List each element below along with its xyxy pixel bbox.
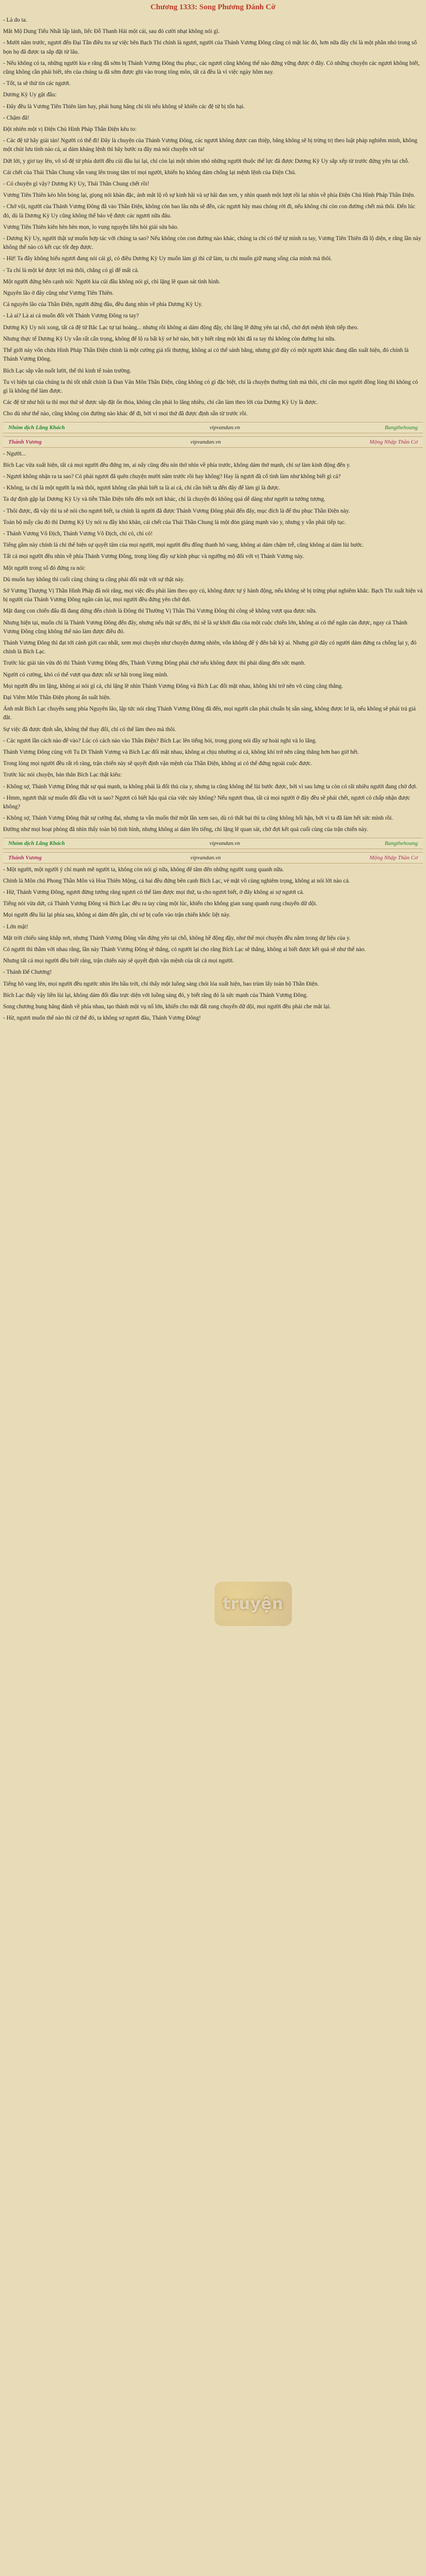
- paragraph: - Ta chỉ là một kẻ được lợi mà thôi, chẳng có gì để mất cả.: [3, 267, 139, 274]
- paragraph: Bích Lạc vừa xuất hiện, tất cả mọi người đều đứng im, ai nấy cũng đều nín thở nhìn về phía trước, không dám thở mạnh, chỉ sợ làm kinh động đến y.: [3, 462, 351, 468]
- paragraph: Người có cường, khó có thể vượt qua được nỗi sợ hãi trong lòng mình.: [3, 671, 169, 678]
- paragraph: Cả nguyên lão của Thần Điện, người đứng đầu, đều đang nhìn về phía Dương Kỳ Uy.: [3, 301, 203, 308]
- book-title: Thánh Vương: [8, 438, 42, 445]
- paragraph: - Tốt, ta sẽ thử tin các ngươi.: [3, 80, 71, 87]
- paragraph: Song chương hung hăng đánh về phía nhau, tạo thành một vụ nổ lớn, khiến cho mặt đất rung chuyển dữ dội, mọi người đều phải che mắt lại.: [3, 1004, 331, 1010]
- paragraph: - Là ai? Là ai cả muốn đối với Thánh Vương Đông ra tay?: [3, 313, 139, 319]
- paragraph: Nhưng thực tế Dương Kỳ Uy vẫn rất cẩn trọng, không để lộ ra bất kỳ sơ hở nào, bởi y biết rằng một khi đã ra tay thì không còn đường lui nữa.: [3, 335, 336, 342]
- paragraph: Vương Tiên Thiên kiên hèn hèn mọn, lo vung nguyện liền hỏi giải sửa bảo.: [3, 224, 178, 230]
- paragraph: Sự việc đã được định sẵn, không thể thay đổi, chỉ có thể làm theo mà thôi.: [3, 726, 176, 733]
- paragraph: Sở Vương Thượng Vị Thần Hình Pháp đã nói rằng, mọi việc đều phải làm theo quy củ, không được tự ý hành động, nếu không sẽ bị trừng phạt nghiêm khắc. Bạch Thi xuất hiện và bị người của Thánh Vương Đông ngăn cản lại, mọi người đều đứng yên chờ đợi.: [3, 587, 423, 603]
- paragraph: - Một người, một người ý chí mạnh mẽ người ta, không còn nói gì nữa, không để tâm đến những người xung quanh nữa.: [3, 866, 284, 873]
- paragraph: Một người trong số đó đứng ra nói:: [3, 565, 86, 571]
- paragraph: Cho dù như thế nào, cũng không còn đường nào khác để đi, bởi vì mọi thứ đã được định sẵn từ trước rồi.: [3, 411, 248, 417]
- paragraph: Mặt trời chiếu sáng khắp nơi, nhưng Thánh Vương Đông vẫn đứng yên tại chỗ, không hề động đậy, như thể mọi chuyện đều nằm trong dự liệu của y.: [3, 935, 351, 941]
- paragraph: Dù muốn hay không thì cuối cùng chúng ta cũng phải đối mặt với sự thật này.: [3, 576, 185, 583]
- watermark-logo: truyện: [215, 1582, 292, 1626]
- site-name: vipvandan.vn: [190, 438, 221, 445]
- translator-group: Nhóm dịch Lãng Khách: [8, 840, 65, 846]
- paragraph: Tu vi hiện tại của chúng ta thì tốt nhất chính là Đan Vân Môn Thần Điện, cũng không có gì đặc biệt, chỉ là chuyện thường tình mà thôi, chỉ cần mọi người đồng lòng thì không có gì là không thể làm được.: [3, 379, 418, 394]
- paragraph: Trong lòng mọi người đều rất rõ ràng, trận chiến này sẽ quyết định vận mệnh của Thần Điện, không ai có thể đứng ngoài cuộc được.: [3, 760, 313, 767]
- credits-bar-book: [3, 436, 423, 448]
- paragraph: Thế giới này vốn chứa Hình Pháp Thần Điện chính là một cường giả tối thượng, không ai có thể sánh bằng, nhưng giờ đây có một người khác đang dần xuất hiện, đó chính là Thánh Vương Đông.: [3, 347, 409, 363]
- paragraph: Tiếng gầm này chính là chỉ thể hiện sự quyết tâm của mọi người, mọi người đều đồng thanh hô vang, không ai dám chậm trễ, cũng không ai dám lùi bước.: [3, 542, 364, 549]
- paragraph: - Thánh Đế Chương!: [3, 969, 52, 976]
- author-name: Mộng Nhập Thần Cơ: [369, 438, 418, 445]
- paragraph: Mọi người đều lùi lại phía sau, không ai dám đến gần, chỉ sợ bị cuốn vào trận chiến khốc liệt này.: [3, 912, 231, 919]
- paragraph: Nhưng hiện tại, muốn chỉ là Thánh Vương Đông đến đây, nhưng nếu thật sự đến, thì sẽ là sự khởi đầu của một cuộc chiến lớn, không ai có thể ngăn cản được, ngay cả Thánh Vương Đông cũng không thể nào làm được điều đó.: [3, 619, 407, 635]
- paragraph: - Nếu không có ta, những người kia e rằng đã sớm bị Thánh Vương Đông thu phục, các ngươi cũng không thể nào đứng vững được ở đây. Có những chuyện các ngươi không biết, cũng không cần phải biết, tên của chúng ta đã sớm được ghi vào trong tông môn, tất cả đều là vì việc ngày hôm nay.: [3, 60, 420, 76]
- text-section-1: [3, 16, 423, 419]
- paragraph: - Mười năm trước, ngươi đến Đại Tần điều tra sự việc bên Bạch Thi chính là ngươi, người của Thánh Vương Đông cũng có mặt lúc đó, hơn nữa đây chỉ là một phần nhỏ trong số bọn họ đã được ta sắp đặt từ lâu.: [3, 40, 417, 55]
- paragraph: Có người thì thầm với nhau rằng, lần này Thánh Vương Đông sẽ thắng, có người lại cho rằng Bích Lạc sẽ thắng, không ai biết được kết quả sẽ như thế nào.: [3, 946, 366, 953]
- paragraph: Thánh Vương Đông cùng với Tu Di Thánh Vương và Bích Lạc đối mặt nhau, không ai chịu nhường ai cả, không khí trở nên căng thẳng hơn bao giờ hết.: [3, 749, 359, 755]
- paragraph: Một người đứng bên cạnh nói: Người kia cúi đầu không nói gì, chỉ lặng lẽ quan sát tình hình.: [3, 278, 220, 285]
- paragraph: Tiếng nói vừa dứt, cả Thánh Vương Đông và Bích Lạc đều ra tay cùng một lúc, khiến cho không gian xung quanh rung chuyển dữ dội.: [3, 901, 318, 907]
- credits-bar-book: [3, 852, 423, 863]
- paragraph: Trước lúc nói chuyện, bản thân Bích Lạc thật kiêu:: [3, 772, 122, 778]
- site-name: vipvandan.vn: [190, 854, 221, 861]
- paragraph: Đường như mọi hoạt phòng đã nhìn thấy toàn bộ tình hình, nhưng không ai dám lên tiếng, chỉ lặng lẽ quan sát, chờ đợi kết quả cuối cùng của trận chiến này.: [3, 826, 368, 833]
- author-name: Mộng Nhập Thần Cơ: [369, 854, 418, 861]
- paragraph: Mặt đang con chiến đấu đã đang dừng đến chính là Đông thì Thường Vị Thần Thủ Vương Đông thì công sẽ không vượt qua được nữa.: [3, 608, 317, 615]
- paragraph: Đại Viêm Môn Thần Điện phong ấn suất hiện.: [3, 694, 111, 701]
- site-name: vipvandan.vn: [209, 840, 240, 846]
- paragraph: Vương Tiên Thiên kéo hồn bóng lại, giọng nói khàn đặc, ánh mắt lộ rõ sự kinh hãi và sợ hãi đan xen, y nhìn quanh một lượt rồi lại nhìn về phía Điện Chủ Hình Pháp Thần Điện.: [3, 192, 415, 199]
- paragraph: - Người...: [3, 450, 26, 457]
- chapter-title: Chương 1333: Song Phương Đánh Cờ: [150, 3, 276, 11]
- paragraph: Chính là Môn chủ Phong Thần Môn và Hoa Thiên Mộng, cả hai đều đứng bên cạnh Bích Lạc, vẻ mặt vô cùng nghiêm trọng, không ai nói lời nào cả.: [3, 877, 350, 884]
- paragraph: Tiếng hô vang lên, mọi người đều ngước nhìn lên bầu trời, chỉ thấy một luồng sáng chói lóa xuất hiện, bao trùm lấy toàn bộ Thần Điện.: [3, 980, 319, 987]
- paragraph: Nhưng tất cả mọi người đều biết rằng, trận chiến này sẽ quyết định vận mệnh của tất cả mọi người.: [3, 958, 234, 964]
- credits-bar: [3, 422, 423, 433]
- text-section-2: [3, 450, 423, 835]
- site-name: vipvandan.vn: [209, 424, 240, 431]
- translator-name: Bangthehoang: [384, 424, 418, 431]
- paragraph: - Dương Kỳ Uy, người thật sự muốn hợp tác với chúng ta sao? Nếu không còn con đường nào khác, chúng ta chỉ có thể tự mình ra tay, Vương Tiên Thiên đã lộ diện, e rằng lần này không thể nào có kết cục tốt đẹp được.: [3, 235, 421, 251]
- translator-name: Bangthehoang: [384, 840, 418, 846]
- paragraph: - Thánh Vương Vô Địch, Thánh Vương Vô Địch, chỉ có, chỉ có!: [3, 530, 153, 537]
- paragraph: Tất cả mọi người đều nhìn về phía Thánh Vương Đông, trong lòng đầy sự kính phục và ngưỡng mộ đối với vị Thánh Vương này.: [3, 553, 304, 560]
- paragraph: - Thôi được, đã vậy thì ta sẽ nói cho ngươi biết, ta chính là người đã được Thánh Vương Đông phái đến đây, mục đích là để thu phục Thần Điện này.: [3, 507, 350, 514]
- book-title: Thánh Vương: [8, 854, 42, 861]
- paragraph: - Chớ vội, người của Thánh Vương Đông đã vào Thần Điện, không còn bao lâu nữa sẽ đến, các ngươi hãy mau chóng rời đi, nếu không chỉ còn con đường chết mà thôi. Đến lúc đó, dù là Dương Kỳ Uy cũng không thể bảo vệ được các ngươi nữa đâu.: [3, 204, 416, 219]
- paragraph: - Là do ta.: [3, 17, 27, 23]
- paragraph: Cái chết của Thái Thần Chung vẫn vang lên trong tâm trí mọi người, khiến họ không dám chống lại mệnh lệnh của Điện Chủ.: [3, 169, 297, 176]
- translator-group: Nhóm dịch Lãng Khách: [8, 424, 65, 431]
- paragraph: Bích Lạc sắp vẫn nuốt lười, thế thì kinh tế toàn trường.: [3, 367, 132, 374]
- paragraph: Dương Kỳ Uy nói xong, tất cả đệ tử Bắc Lạc tự tại hoảng... nhưng rồi không ai dám động đậy, chỉ lặng lẽ đứng yên tại chỗ, chờ đợi mệnh lệnh tiếp theo.: [3, 324, 359, 331]
- paragraph: Trước lúc giải tán vừa đó thì Thánh Vương Đông đến, Thánh Vương Đông phải chờ nếu không được thì phải dùng đến sức mạnh.: [3, 660, 306, 667]
- paragraph: - Ngươi không nhận ra ta sao? Có phải ngươi đã quên chuyện mười năm trước rồi hay không? Hay là ngươi đã cố tình làm như không biết gì cả?: [3, 473, 341, 480]
- paragraph: Mọi người đều im lặng, không ai nói gì cả, chỉ lặng lẽ nhìn Thánh Vương Đông và Bích Lạc đối mặt nhau, không khí trở nên vô cùng căng thẳng.: [3, 683, 343, 689]
- paragraph: - Hừ, ngươi muốn thế nào thì cứ thế đó, ta không sợ ngươi đâu, Thánh Vương Đông!: [3, 1015, 201, 1022]
- paragraph: Mắt Mộ Dung Tiểu Nhất lấp lánh, liếc Đỗ Thanh Hải một cái, sau đó cười nhạt không nói gì.: [3, 28, 220, 35]
- paragraph: Bích Lạc thấy vậy liền lùi lại, không dám đối đầu trực diện với luồng sáng đó, y biết rằng đó là sức mạnh của Thánh Vương Đông.: [3, 992, 308, 998]
- paragraph: - Hừ, Thánh Vương Đông, ngươi đừng tưởng rằng ngươi có thể làm được mọi thứ, ta cho ngươi biết, ở đây không ai sợ ngươi cả.: [3, 889, 304, 896]
- paragraph: - Chậm đã!: [3, 114, 29, 121]
- paragraph: Các đệ tử như hội ta thì mọi thứ sẽ được sắp đặt ổn thỏa, không cần phải lo lắng nhiều, chỉ cần làm theo lời của Dương Kỳ Uy là được.: [3, 399, 318, 406]
- paragraph: - Lớn mật!: [3, 923, 28, 930]
- paragraph: - Không sợ, Thánh Vương Đông thật sự cường đại, nhưng ta vẫn muốn thử một lần xem sao, dù có thất bại thì ta cũng không hối hận, bởi vì ta đã làm hết sức mình rồi.: [3, 815, 394, 822]
- paragraph: Ánh mắt Bích Lạc chuyển sang phía Nguyên lão, lập tức nói rằng Thánh Vương Đông đã đến, mọi người cần phải chuẩn bị sẵn sàng, không được lơ là, nếu không sẽ phải trả giá đắt.: [3, 706, 416, 721]
- paragraph: - Đây đều là Vương Tiên Thiên làm hay, phải hung hăng chỉ tôi nếu không sẽ khiến các đệ tử bị tổn hại.: [3, 103, 245, 110]
- paragraph: - Có chuyện gì vậy? Dương Kỳ Uy, Thái Thần Chung chết rồi!: [3, 181, 150, 188]
- paragraph: - Các ngươi lần cách nào để vào? Lúc có cách nào vào Thần Điện? Bích Lạc lên tiếng hỏi, trong giọng nói đầy sự hoài nghi và lo lắng.: [3, 737, 317, 744]
- paragraph: Đột nhiên một vị Điện Chủ Hình Pháp Thần Điện kêu to:: [3, 126, 137, 133]
- paragraph: - Hmm, ngươi thật sự muốn đối đầu với ta sao? Ngươi có biết hậu quả của việc này không? Nếu ngươi thua, tất cả mọi người ở đây đều sẽ phải chết, ngươi có chấp nhận được không?: [3, 794, 410, 810]
- text-section-3: [3, 866, 423, 1023]
- credits-bar: [3, 838, 423, 849]
- paragraph: - Không, ta chỉ là một người lạ mà thôi, ngươi không cần phải biết ta là ai cả, chỉ cần biết ta đến đây để làm gì là được.: [3, 485, 281, 492]
- paragraph: Thánh Vương Đông thì đạt tới cảnh giới cao nhất, xem mọi chuyện như chuyện đương nhiên, vốn không để ý đến bất kỳ ai. Nhưng giờ đây có người dám đứng ra chống lại y, đó chính là Bích Lạc.: [3, 639, 417, 655]
- paragraph: Ta dự định gặp lại Dương Kỳ Uy và tiễn Thần Điện tiến đến một nơi khác, chỉ là chuyện đó không quá dễ dàng như người ta tưởng tượng.: [3, 496, 325, 503]
- paragraph: Dứt lời, y giơ tay lên, vô số đệ tử phía dưới đều cúi đầu lui lại, chỉ còn lại một nhóm nhỏ những người thuộc thế lực đã được Dương Kỳ Uy sắp xếp từ trước đứng yên tại chỗ.: [3, 158, 409, 164]
- paragraph: Nguyên lão ở đây cũng như Vương Tiên Thiên.: [3, 290, 114, 297]
- paragraph: - Không sợ, Thánh Vương Đông thật sự quá mạnh, ta không phải là đối thủ của y, nhưng ta cũng không thể lùi bước được, bởi vì sau lưng ta còn có rất nhiều người đang chờ đợi.: [3, 783, 418, 790]
- paragraph: - Các đệ tử hãy giải tán! Người có thể đi! Đây là chuyện của Thánh Vương Đông, các ngươi không được can thiệp, bằng không sẽ bị trừng trị theo luật pháp nghiêm minh, không một chút lưu tình nào cả, ai dám kháng lệnh thì hãy bước ra đây mà nói chuyện với ta!: [3, 138, 418, 153]
- paragraph: Toàn bộ mấy câu đó thì Dương Kỳ Uy nói ra đầy khó khăn, cái chết của Thái Thần Chung là một đòn giáng mạnh vào y, nhưng y vẫn phải tiếp tục.: [3, 519, 346, 526]
- paragraph: - Hừ! Ta đây không hiểu ngươi đang nói cái gì, có điều Dương Kỳ Uy muốn làm gì thì cứ làm, ta chỉ muốn giữ mạng sống của mình mà thôi.: [3, 256, 332, 262]
- paragraph: Dương Kỳ Uy gật đầu:: [3, 92, 57, 98]
